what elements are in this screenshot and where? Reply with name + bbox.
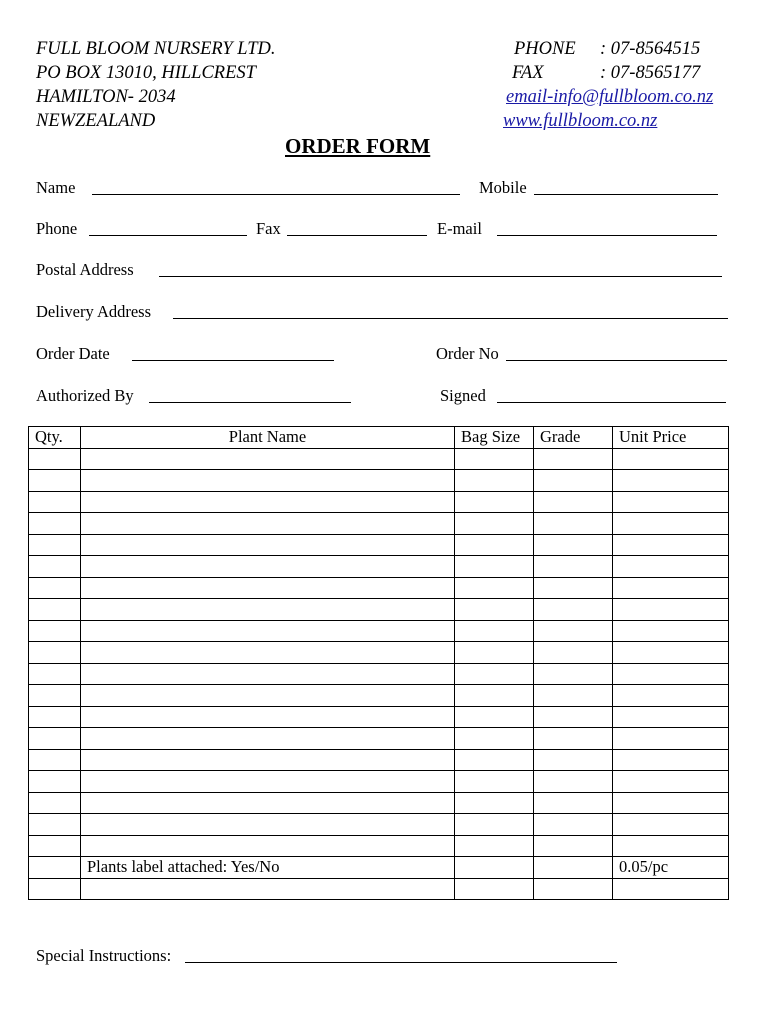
bag-size-cell[interactable] xyxy=(455,835,534,857)
grade-cell[interactable] xyxy=(534,448,613,470)
unit-price-cell[interactable]: 0.05/pc xyxy=(613,857,729,879)
qty-cell[interactable] xyxy=(29,513,81,535)
fax-field[interactable] xyxy=(287,235,427,236)
qty-cell[interactable] xyxy=(29,835,81,857)
grade-cell[interactable] xyxy=(534,814,613,836)
bag-size-cell[interactable] xyxy=(455,513,534,535)
grade-cell[interactable] xyxy=(534,642,613,664)
company-country: NEWZEALAND xyxy=(36,111,156,131)
grade-cell[interactable] xyxy=(534,663,613,685)
name-label: Name xyxy=(36,178,76,197)
plant-name-header: Plant Name xyxy=(81,427,455,449)
unit-price-cell[interactable] xyxy=(613,513,729,535)
fax-field-label: Fax xyxy=(256,219,281,238)
bag-size-cell[interactable] xyxy=(455,857,534,879)
unit-price-cell[interactable] xyxy=(613,835,729,857)
unit-price-cell[interactable] xyxy=(613,577,729,599)
unit-price-cell[interactable] xyxy=(613,556,729,578)
email-link[interactable]: email-info@fullbloom.co.nz xyxy=(506,87,714,107)
plant-name-cell[interactable] xyxy=(81,706,455,728)
unit-price-cell[interactable] xyxy=(613,878,729,900)
mobile-field[interactable] xyxy=(534,194,718,195)
order-date-label: Order Date xyxy=(36,344,110,363)
qty-cell[interactable] xyxy=(29,728,81,750)
qty-cell[interactable] xyxy=(29,577,81,599)
plant-name-cell[interactable] xyxy=(81,749,455,771)
signed-label: Signed xyxy=(440,386,486,405)
table-row xyxy=(29,749,729,771)
order-date-field[interactable] xyxy=(132,360,334,361)
table-header-row xyxy=(29,427,729,449)
authorized-by-field[interactable] xyxy=(149,402,351,403)
qty-cell[interactable] xyxy=(29,878,81,900)
company-address-line-2: HAMILTON- 2034 xyxy=(36,87,176,107)
bag-size-cell[interactable] xyxy=(455,706,534,728)
delivery-address-field[interactable] xyxy=(173,318,728,319)
table-row xyxy=(29,470,729,492)
signed-field[interactable] xyxy=(497,402,726,403)
bag-size-cell[interactable] xyxy=(455,620,534,642)
bag-size-cell[interactable] xyxy=(455,728,534,750)
grade-cell[interactable] xyxy=(534,749,613,771)
unit-price-cell[interactable] xyxy=(613,470,729,492)
table-row xyxy=(29,663,729,685)
bag-size-cell[interactable] xyxy=(455,814,534,836)
unit-price-cell[interactable] xyxy=(613,620,729,642)
bag-size-cell[interactable] xyxy=(455,771,534,793)
grade-cell[interactable] xyxy=(534,599,613,621)
unit-price-cell[interactable] xyxy=(613,599,729,621)
plant-name-cell[interactable] xyxy=(81,878,455,900)
email-field-label: E-mail xyxy=(437,219,482,238)
bag-size-cell[interactable] xyxy=(455,448,534,470)
special-instructions-label: Special Instructions: xyxy=(36,946,172,965)
qty-header: Qty. xyxy=(29,427,81,449)
table-row xyxy=(29,857,729,879)
qty-cell[interactable] xyxy=(29,599,81,621)
order-no-label: Order No xyxy=(436,344,499,363)
grade-cell[interactable] xyxy=(534,857,613,879)
qty-cell[interactable] xyxy=(29,491,81,513)
unit-price-cell[interactable] xyxy=(613,642,729,664)
table-row xyxy=(29,835,729,857)
qty-cell[interactable] xyxy=(29,556,81,578)
unit-price-cell[interactable] xyxy=(613,491,729,513)
unit-price-cell[interactable] xyxy=(613,728,729,750)
table-row xyxy=(29,642,729,664)
table-row xyxy=(29,534,729,556)
authorized-by-label: Authorized By xyxy=(36,386,134,405)
unit-price-cell[interactable] xyxy=(613,706,729,728)
qty-cell[interactable] xyxy=(29,771,81,793)
bag-size-cell[interactable] xyxy=(455,685,534,707)
table-row xyxy=(29,556,729,578)
table-row xyxy=(29,685,729,707)
unit-price-cell[interactable] xyxy=(613,749,729,771)
order-no-field[interactable] xyxy=(506,360,727,361)
phone-value: : 07-8564515 xyxy=(600,39,701,59)
plant-name-cell[interactable] xyxy=(81,534,455,556)
qty-cell[interactable] xyxy=(29,448,81,470)
phone-label: PHONE xyxy=(514,39,576,59)
phone-field-label: Phone xyxy=(36,219,78,238)
qty-cell[interactable] xyxy=(29,470,81,492)
table-row xyxy=(29,513,729,535)
table-row xyxy=(29,792,729,814)
unit-price-cell[interactable] xyxy=(613,814,729,836)
fax-label: FAX xyxy=(512,63,544,83)
table-row xyxy=(29,491,729,513)
bag-size-cell[interactable] xyxy=(455,556,534,578)
table-row xyxy=(29,814,729,836)
table-row xyxy=(29,706,729,728)
plant-name-cell[interactable] xyxy=(81,771,455,793)
bag-size-cell[interactable] xyxy=(455,577,534,599)
unit-price-cell[interactable] xyxy=(613,663,729,685)
grade-cell[interactable] xyxy=(534,491,613,513)
plant-name-cell[interactable] xyxy=(81,792,455,814)
qty-cell[interactable] xyxy=(29,792,81,814)
postal-address-label: Postal Address xyxy=(36,260,134,279)
plant-name-cell[interactable]: Plants label attached: Yes/No xyxy=(81,857,455,879)
unit-price-cell[interactable] xyxy=(613,448,729,470)
mobile-label: Mobile xyxy=(479,178,527,197)
plant-name-cell[interactable] xyxy=(81,642,455,664)
qty-cell[interactable] xyxy=(29,663,81,685)
website-link[interactable]: www.fullbloom.co.nz xyxy=(503,111,658,131)
bag-size-cell[interactable] xyxy=(455,878,534,900)
qty-cell[interactable] xyxy=(29,620,81,642)
company-name: FULL BLOOM NURSERY LTD. xyxy=(36,39,276,59)
bag-size-cell[interactable] xyxy=(455,749,534,771)
bag-size-cell[interactable] xyxy=(455,599,534,621)
table-row xyxy=(29,448,729,470)
grade-cell[interactable] xyxy=(534,706,613,728)
plant-name-cell[interactable] xyxy=(81,599,455,621)
qty-cell[interactable] xyxy=(29,534,81,556)
order-table xyxy=(28,426,729,900)
plant-name-cell[interactable] xyxy=(81,556,455,578)
phone-field[interactable] xyxy=(89,235,247,236)
bag-size-cell[interactable] xyxy=(455,792,534,814)
unit-price-cell[interactable] xyxy=(613,685,729,707)
qty-cell[interactable] xyxy=(29,706,81,728)
plant-name-cell[interactable] xyxy=(81,448,455,470)
plant-name-cell[interactable] xyxy=(81,728,455,750)
plant-name-cell[interactable] xyxy=(81,814,455,836)
plant-name-cell[interactable] xyxy=(81,470,455,492)
table-row xyxy=(29,728,729,750)
plant-name-cell[interactable] xyxy=(81,835,455,857)
table-row xyxy=(29,878,729,900)
grade-cell[interactable] xyxy=(534,620,613,642)
unit-price-cell[interactable] xyxy=(613,792,729,814)
unit-price-cell[interactable] xyxy=(613,534,729,556)
company-address-line-1: PO BOX 13010, HILLCREST xyxy=(36,63,256,83)
bag-size-cell[interactable] xyxy=(455,642,534,664)
table-row xyxy=(29,620,729,642)
plant-name-cell[interactable] xyxy=(81,513,455,535)
grade-cell[interactable] xyxy=(534,513,613,535)
qty-cell[interactable] xyxy=(29,857,81,879)
plant-name-cell[interactable] xyxy=(81,620,455,642)
grade-cell[interactable] xyxy=(534,534,613,556)
qty-cell[interactable] xyxy=(29,814,81,836)
postal-address-field[interactable] xyxy=(159,276,722,277)
grade-cell[interactable] xyxy=(534,685,613,707)
plant-name-cell[interactable] xyxy=(81,577,455,599)
grade-cell[interactable] xyxy=(534,878,613,900)
grade-header: Grade xyxy=(534,427,613,449)
qty-cell[interactable] xyxy=(29,642,81,664)
special-instructions-field[interactable] xyxy=(185,962,617,963)
bag-size-cell[interactable] xyxy=(455,663,534,685)
bag-size-cell[interactable] xyxy=(455,491,534,513)
grade-cell[interactable] xyxy=(534,470,613,492)
plant-name-cell[interactable] xyxy=(81,685,455,707)
delivery-address-label: Delivery Address xyxy=(36,302,152,321)
grade-cell[interactable] xyxy=(534,771,613,793)
bag-size-header: Bag Size xyxy=(455,427,534,449)
email-field[interactable] xyxy=(497,235,717,236)
plant-name-cell[interactable] xyxy=(81,491,455,513)
grade-cell[interactable] xyxy=(534,835,613,857)
bag-size-cell[interactable] xyxy=(455,534,534,556)
unit-price-header: Unit Price xyxy=(613,427,729,449)
table-row xyxy=(29,771,729,793)
grade-cell[interactable] xyxy=(534,792,613,814)
plant-name-cell[interactable] xyxy=(81,663,455,685)
qty-cell[interactable] xyxy=(29,749,81,771)
fax-value: : 07-8565177 xyxy=(600,63,701,83)
qty-cell[interactable] xyxy=(29,685,81,707)
grade-cell[interactable] xyxy=(534,556,613,578)
name-field[interactable] xyxy=(92,194,460,195)
table-row xyxy=(29,577,729,599)
unit-price-cell[interactable] xyxy=(613,771,729,793)
page-title: ORDER FORM xyxy=(285,134,431,158)
bag-size-cell[interactable] xyxy=(455,470,534,492)
grade-cell[interactable] xyxy=(534,728,613,750)
grade-cell[interactable] xyxy=(534,577,613,599)
table-row xyxy=(29,599,729,621)
